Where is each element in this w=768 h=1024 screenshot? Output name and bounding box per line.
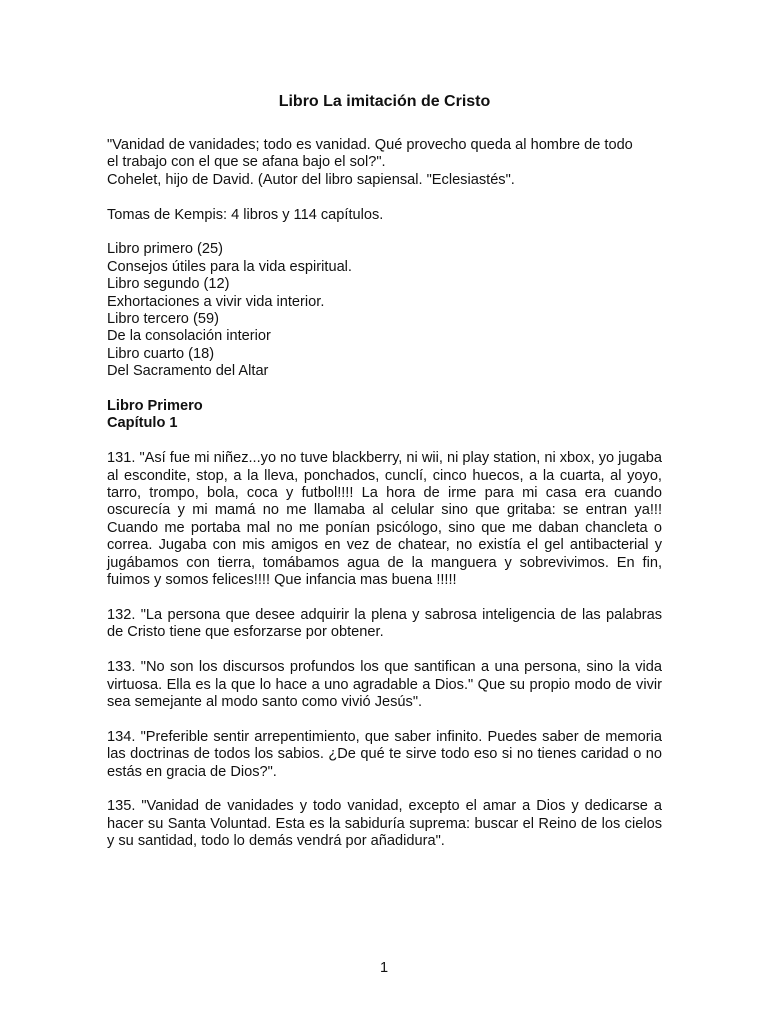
book-item: Del Sacramento del Altar xyxy=(107,363,269,380)
paragraph-135: 135. "Vanidad de vanidades y todo vanidad, excepto el amar a Dios y dedicarse a hacer su Santa Voluntad. Esta es la sabiduría suprema: buscar el Reino de los cielos y su santidad, todo lo demás vendrá por añadidura". xyxy=(107,798,662,850)
page-number: 1 xyxy=(379,960,389,976)
summary-line: Tomas de Kempis: 4 libros y 114 capítulos. xyxy=(107,206,384,223)
book-item: De la consolación interior xyxy=(107,328,271,345)
paragraph-134: 134. "Preferible sentir arrepentimiento, que saber infinito. Puedes saber de memoria las doctrinas de todos los sabios. ¿De qué te sirve todo eso si no tienes caridad o no estás en gracia de Dios?". xyxy=(107,728,662,780)
paragraph-133: 133. "No son los discursos profundos los que santifican a una persona, sino la vida virtuosa. Ella es la que lo hace a uno agradable a Dios." Que su propio modo de vivir sea semejante al modo santo como vivió Jesús". xyxy=(107,659,662,710)
book-item: Libro segundo (12) xyxy=(107,276,230,293)
paragraph-131: 131. "Así fue mi niñez...yo no tuve blackberry, ni wii, ni play station, ni xbox, yo jugaba al escondite, stop, a la lleva, ponchados, cunclí, cinco huecos, a la cuarta, al yoyo, tarro, trompo, bola, coca y futbol!!!! La hora de irme para mi casa era cuando oscurecía y mi mamá no me llamaba al celular sino que gritaba: se entran ya!!! Cuando me portaba mal no me ponían psicólogo, sino que me daban chancleta o correa. Jugaba con mis amigos en vez de chatear, no existía el gel antibacterial y jugábamos con tierra, tomábamos agua de la manguera y sobrevivimos. En fin, fuimos y somos felices!!!! Que infancia mas buena !!!!! xyxy=(107,450,662,589)
opening-quote xyxy=(107,137,662,189)
section-heading xyxy=(107,398,662,433)
paragraph-132: 132. "La persona que desee adquirir la plena y sabrosa inteligencia de las palabras de Cristo tiene que esforzarse por obtener. xyxy=(107,606,662,641)
quote-line: "Vanidad de vanidades; todo es vanidad. Qué provecho queda al hombre de todo xyxy=(107,137,633,153)
books-list xyxy=(107,241,662,380)
book-item: Consejos útiles para la vida espiritual. xyxy=(107,258,352,275)
book-heading: Libro Primero xyxy=(107,398,203,415)
book-item: Libro tercero (59) xyxy=(107,311,219,328)
document-title: Libro La imitación de Cristo xyxy=(278,93,491,110)
book-item: Exhortaciones a vivir vida interior. xyxy=(107,293,325,310)
quote-attribution: Cohelet, hijo de David. (Autor del libro sapiensal. "Eclesiastés". xyxy=(107,171,515,188)
book-item: Libro primero (25) xyxy=(107,241,223,258)
page-content xyxy=(107,92,662,868)
quote-line: el trabajo con el que se afana bajo el sol?". xyxy=(107,154,386,171)
book-item: Libro cuarto (18) xyxy=(107,345,215,362)
chapter-heading: Capítulo 1 xyxy=(107,415,178,432)
